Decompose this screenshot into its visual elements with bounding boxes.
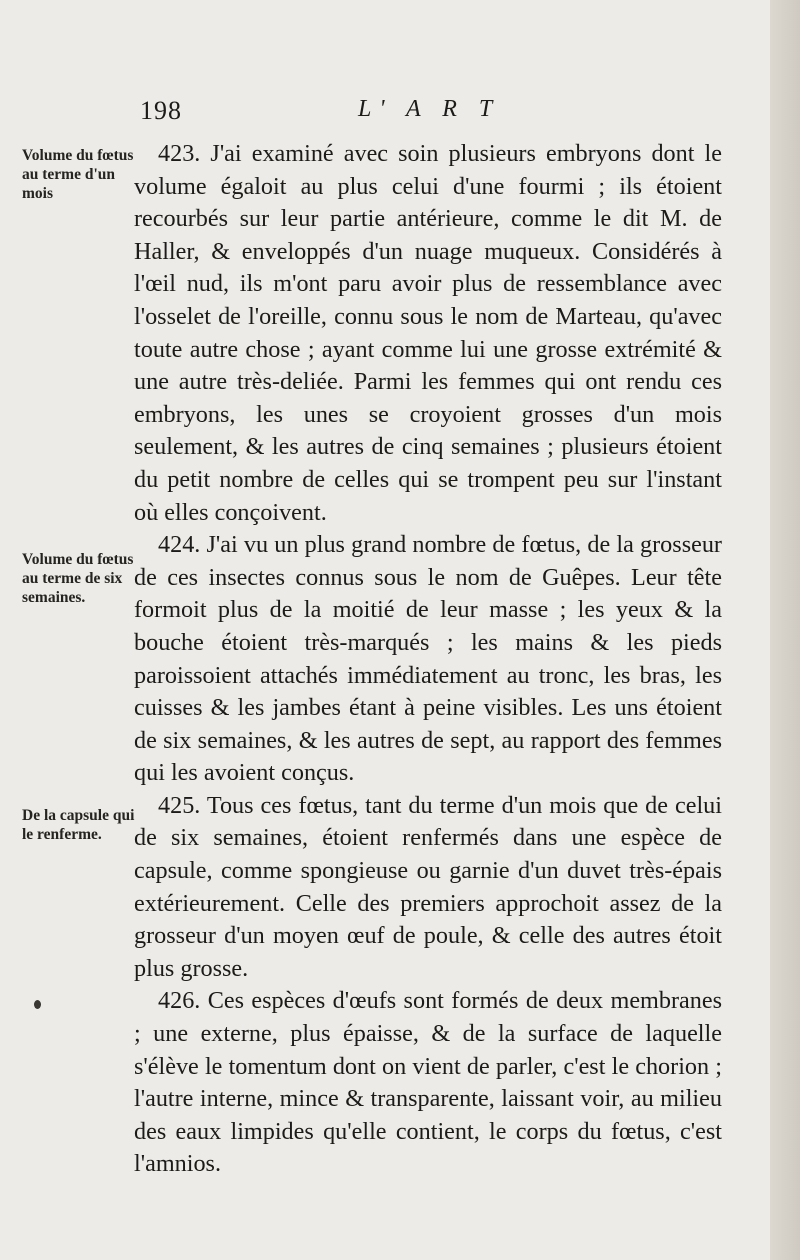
paragraph-425: 425. Tous ces fœtus, tant du terme d'un mois que de celui de six semaines, étoient renfermés dans une espèce de capsule, comme spongieuse ou garnie d'un duvet très-épais extérieurement. Celle des premiers approchoit assez de la grosseur d'un moyen œuf de poule, & celle des autres étoit plus grosse. <box>134 791 722 982</box>
paragraph-423: 423. J'ai examiné avec soin plusieurs embryons dont le volume égaloit au plus celui d'une fourmi ; ils étoient recourbés sur leur partie antérieure, comme le dit M. de Haller, & enveloppés d'un nuage muqueux. Considérés à l'œil nud, ils m'ont paru avoir plus de ressemblance avec l'osselet de l'oreille, connu sous le nom de Marteau, qu'avec toute autre chose ; ayant comme lui une grosse extrémité & une autre très-deliée. Parmi les femmes qui ont rendu ces embryons, les unes se croyoient grosses d'un mois seulement, & les autres de cinq semaines ; plusieurs étoient du petit nombre de celles qui se trompent peu sur l'instant où elles conçoivent. <box>134 140 722 526</box>
margin-note-capsule: De la capsule qui le renferme. <box>22 807 135 843</box>
page-number: 198 <box>140 96 182 125</box>
ink-spot <box>34 1000 41 1009</box>
paragraph-426: 426. Ces espèces d'œufs sont formés de deux membranes ; une externe, plus épaisse, & de la surface de laquelle s'élève le tomentum dont on vient de parler, c'est le chorion ; l'autre interne, mince & transparente, laissant voir, au milieu des eaux limpides qu'elle contient, le corps du fœtus, c'est l'amnios. <box>134 987 722 1178</box>
running-head: L' A R T <box>358 96 501 122</box>
margin-note-six-weeks: Volume du fœtus au terme de six semaines. <box>22 551 134 606</box>
page-header <box>140 96 700 126</box>
paragraph-424: 424. J'ai vu un plus grand nombre de fœtus, de la grosseur de ces insectes connus sous le nom de Guêpes. Leur tête formoit plus de la moitié de leur masse ; les yeux & la bouche étoient très-marqués ; les mains & les pieds paroissoient attachés immédiatement au tronc, les bras, les cuisses & les jambes étant à peine visibles. Les uns étoient de six semaines, & les autres de sept, au rapport des femmes qui les avoient conçus. <box>134 531 722 787</box>
margin-note-one-month: Volume du fœtus au terme d'un mois <box>22 147 134 202</box>
body-text <box>134 138 722 1181</box>
page-gutter <box>770 0 800 1260</box>
